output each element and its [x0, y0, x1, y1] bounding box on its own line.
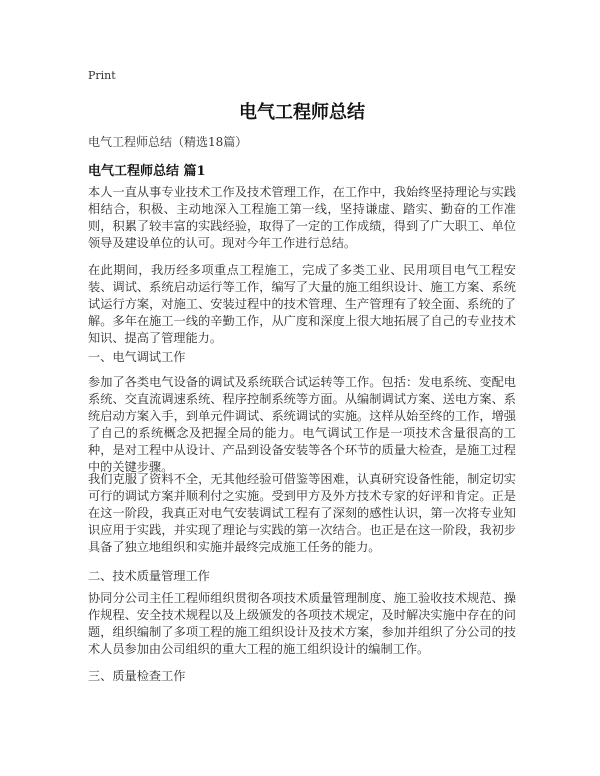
paragraph-quality-management: 协同分公司主任工程师组织贯彻各项技术质量管理制度、施工验收技术规范、操作规程、安全技术规程以及上级颁发的各项技术规定，及时解决实施中存在的问题，组织编制了多项工程的施工组织设计及技术方案，参加并组织了分公司的技术人员参加由公司组织的重大工程的施工组织设计的编制工作。 [88, 591, 516, 656]
subheading-quality-inspection: 三、质量检查工作 [88, 669, 186, 683]
page-title: 电气工程师总结 [239, 102, 365, 123]
paragraph-intro: 本人一直从事专业技术工作及技术管理工作，在工作中，我始终坚持理论与实践相结合，积极、主动地深入工程施工第一线，坚持谦虚、踏实、勤奋的工作准则，积累了较丰富的实践经验，取得了一定的工作成绩，得到了广大职工、单位领导及建设单位的认可。现对今年工作进行总结。 [88, 185, 516, 250]
section-heading: 电气工程师总结 篇1 [88, 164, 206, 179]
document-subtitle: 电气工程师总结（精选18篇） [88, 135, 248, 149]
subheading-quality-management: 二、技术质量管理工作 [88, 569, 210, 583]
subheading-debugging: 一、电气调试工作 [88, 350, 186, 364]
print-link[interactable]: Print [88, 69, 116, 82]
paragraph-debugging: 参加了各类电气设备的调试及系统联合试运转等工作。包括：发电系统、变配电系统、交直流调速系统、程序控制系统等方面。从编制调试方案、送电方案、系统启动方案入手，到单元件调试、系统调试的实施。这样从始至终的工作，增强了自己的系统概念及把握全局的能力。电气调试工作是一项技术含量很高的工种，是对工程中从设计、产品到设备安装等各个环节的质量大检查，是施工过程中的关键步骤。 [88, 375, 516, 474]
paragraph-challenges: 我们克服了资料不全，无其他经验可借鉴等困难，认真研究设备性能，制定切实可行的调试方案并顺利付之实施。受到甲方及外方技术专家的好评和肯定。正是在这一阶段，我真正对电气安装调试工程有了深刻的感性认识，第一次将专业知识应用于实践，并实现了理论与实践的第一次结合。也正是在这一阶段，我初步具备了独立地组织和实施并最终完成施工任务的能力。 [88, 472, 516, 554]
paragraph-experience: 在此期间，我历经多项重点工程施工，完成了多类工业、民用项目电气工程安装、调试、系统启动运行等工作，编写了大量的施工组织设计、施工方案、系统试运行方案，对施工、安装过程中的技术管理、生产管理有了较全面、系统的了解。多年在施工一线的辛勤工作，从广度和深度上很大地拓展了自己的专业技术知识、提高了管理能力。 [88, 263, 516, 345]
